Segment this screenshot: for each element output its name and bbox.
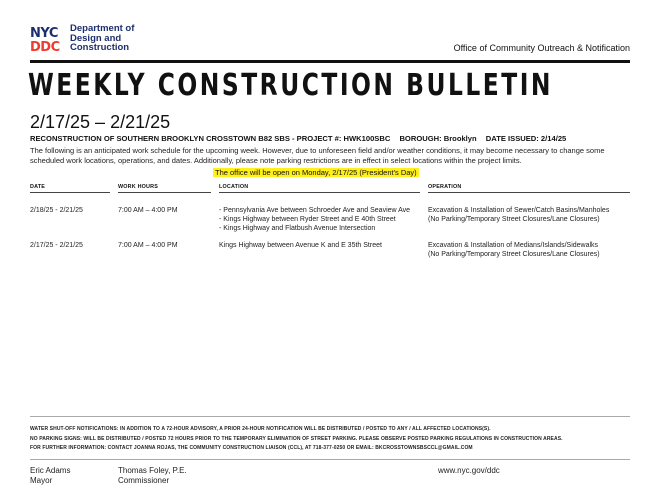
department-line-2: Design and [70,32,122,44]
notes-top-divider [30,416,630,417]
row2-operation-line: Excavation & Installation of Medians/Islands/Sidewalks [428,242,599,249]
date-issued: DATE ISSUED: 2/14/25 [485,134,567,143]
project-name: RECONSTRUCTION OF SOUTHERN BROOKLYN CROSSTOWN B82 SBS - PROJECT #: HWK100SBC [30,134,391,143]
note-no-parking: NO PARKING SIGNS: WILL BE DISTRIBUTED / POSTED 72 HOURS PRIOR TO THE TEMPORARY ELIMINATION OF STREET PARKING. PLEASE OBSERVE POSTED PARKING REGULATIONS IN CONSTRUCTION AREAS. [30,436,563,442]
col-underline-operation [428,192,630,193]
row1-operation-line: (No Parking/Temporary Street Closures/Lane Closures) [428,216,600,223]
row2-date: 2/17/25 - 2/21/25 [30,242,83,249]
col-underline-location [219,192,420,193]
col-header-operation: OPERATION [428,184,462,190]
row1-hours: 7:00 AM – 4:00 PM [118,207,178,214]
row1-date: 2/18/25 - 2/21/25 [30,207,83,214]
department-line-1: Department of [70,23,135,34]
header-divider [30,60,630,63]
commissioner-signature [118,466,187,486]
website-link[interactable]: www.nyc.gov/ddc [438,466,500,475]
row1-location-line: - Kings Highway between Ryder Street and E 40th Street [219,216,396,223]
office-name: Office of Community Outreach & Notification [453,43,630,53]
row1-operation [428,206,609,224]
logo-ddc-text: DDC [30,40,60,55]
col-header-location: LOCATION [219,184,249,190]
col-header-hours: WORK HOURS [118,184,159,190]
holiday-notice: The office will be open on Monday, 2/17/25 (President's Day) [215,168,417,177]
note-further-info: FOR FURTHER INFORMATION: CONTACT JOANNA ROJAS, THE COMMUNITY CONSTRUCTION LIAISON (CCL), AT 718-377-0250 OR EMAIL: BKCROSSTOWNSBSCCL@GMAIL.COM [30,445,473,451]
notes-bottom-divider [30,459,630,460]
commissioner-title: Commissioner [118,476,170,485]
department-line-3: Construction [70,42,130,53]
row1-location [219,206,410,233]
mayor-title: Mayor [30,476,53,485]
commissioner-name: Thomas Foley, P.E. [118,466,187,475]
row1-location-line: - Pennsylvania Ave between Schroeder Ave and Seaview Ave [219,207,411,214]
col-underline-date [30,192,110,193]
row1-location-line: - Kings Highway and Flatbush Avenue Intersection [219,225,376,232]
intro-paragraph: The following is an anticipated work schedule for the upcoming week. However, due to unforeseen field and/or weather conditions, it may become necessary to change some scheduled work locations, operations, and dates. Additionally, please note parking restrictions are in effect in select locations within the project limits. [30,146,605,165]
nyc-logo [30,24,64,41]
row2-location [219,241,382,250]
mayor-name: Eric Adams [30,466,71,475]
logo-nyc-text: NYC [30,26,58,41]
project-line [30,134,573,143]
bulletin-dates: 2/17/25 – 2/21/25 [30,112,171,132]
col-underline-hours [118,192,211,193]
mayor-signature [30,466,70,486]
department-name [70,24,134,53]
row1-operation-line: Excavation & Installation of Sewer/Catch Basins/Manholes [428,207,610,214]
note-water-shutoff: WATER SHUT-OFF NOTIFICATIONS: IN ADDITION TO A 72-HOUR ADVISORY, A PRIOR 24-HOUR NOTIFICATION WILL BE DISTRIBUTED / POSTED TO ANY / ALL AFFECTED LOCATIONS(S). [30,426,491,432]
row2-location-line: Kings Highway between Avenue K and E 35th Street [219,242,382,249]
col-header-date: DATE [30,184,46,190]
row2-operation-line: (No Parking/Temporary Street Closures/Lane Closures) [428,251,600,258]
bulletin-title: WEEKLY CONSTRUCTION BULLETIN [28,68,554,103]
row2-hours: 7:00 AM – 4:00 PM [118,242,178,249]
ddc-logo [30,38,64,55]
row2-operation [428,241,600,259]
borough: BOROUGH: Brooklyn [399,134,477,143]
